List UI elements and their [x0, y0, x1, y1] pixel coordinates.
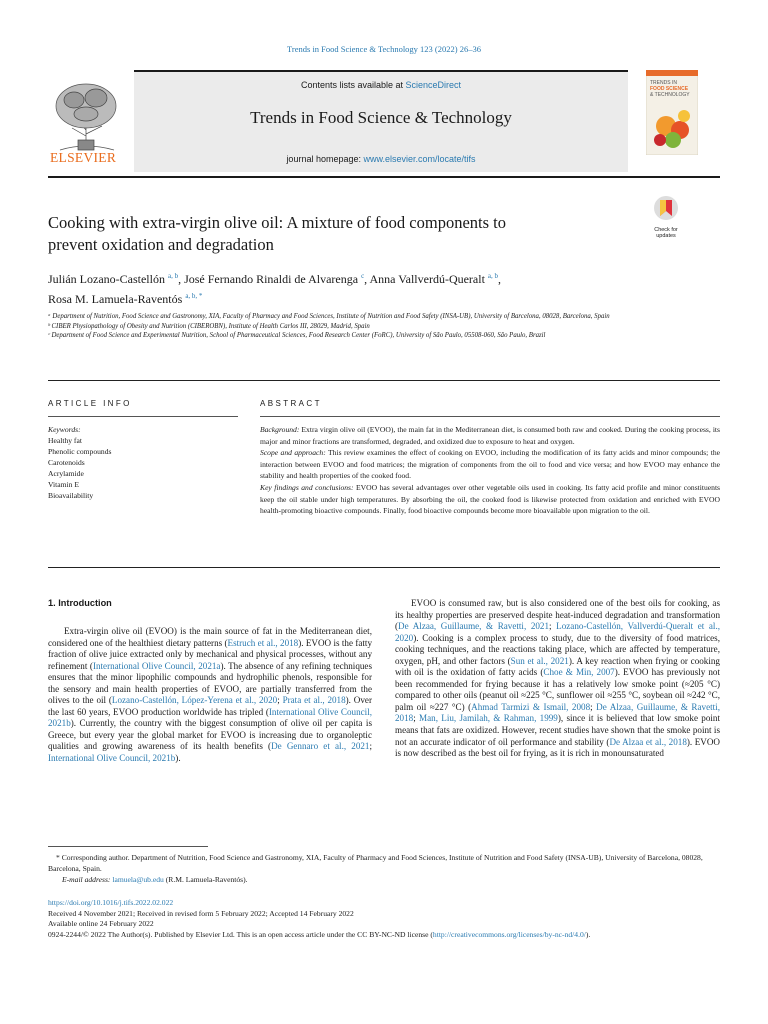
- author-affil-marker[interactable]: a, b, *: [185, 292, 203, 300]
- citation-link[interactable]: Prata et al., 2018: [282, 695, 346, 706]
- body-text: ). EVOO has previously not been recommended for frying because it has a relatively low smoke point (≈205 °C) compared to other oils (peanut oil ≈225 °C, sunflower oil ≈255 °C, soybean oil ≈242 °C, palm oil ≈227 °C) (: [395, 667, 720, 712]
- journal-cover[interactable]: [646, 70, 698, 155]
- abstract-label: Key findings and conclusions:: [260, 482, 354, 492]
- cover-title: [650, 80, 696, 98]
- keyword: Carotenoids: [48, 458, 85, 467]
- abstract-label: Background:: [260, 425, 300, 434]
- publisher-wordmark: ELSEVIER: [50, 150, 117, 165]
- citation-link[interactable]: De Alzaa, Guillaume, & Ravetti, 2021: [398, 621, 550, 632]
- author-affil-marker[interactable]: c: [361, 272, 365, 280]
- title-line: Cooking with extra-virgin olive oil: A mixture of food components to: [48, 213, 506, 232]
- keywords-label: Keywords:: [48, 425, 81, 434]
- email-suffix: (R.M. Lamuela-Raventós).: [163, 875, 248, 884]
- license-suffix: ).: [585, 929, 591, 939]
- journal-title: Trends in Food Science & Technology: [250, 108, 512, 127]
- body-text: ). A key reaction when frying or cooking with oil is the oxidation of fatty acids (: [395, 655, 720, 678]
- intro-left-column: [48, 626, 372, 765]
- contents-line: [134, 80, 628, 90]
- body-text: ;: [277, 695, 283, 706]
- journal-masthead: [48, 70, 720, 170]
- article-info-heading: ARTICLE INFO: [48, 399, 132, 408]
- citation-link[interactable]: Lozano-Castellón, Vallverdú-Queralt et al., 2020: [395, 621, 720, 643]
- intro-paragraph: [48, 626, 372, 763]
- license-link[interactable]: http://creativecommons.org/licenses/by-nc-nd/4.0/: [432, 929, 586, 939]
- citation-link[interactable]: De Alzaa, Guillaume, & Ravetti, 2018: [395, 701, 720, 724]
- email-link[interactable]: lamuela@ub.edu: [112, 875, 164, 884]
- keyword: Phenolic compounds: [48, 447, 112, 456]
- article-metadata: [48, 898, 720, 940]
- masthead-rule: [48, 176, 720, 178]
- body-text: ;: [413, 713, 420, 724]
- abstract-text: EVOO has several advantages over other vegetable oils used in cooking. Its fatty acid profile and minor constituents keep the oil stable under high temperatures. By absorbing the oil, the cooked food is likewise protected from oxidation and enriched with EVOO health-promoting bioactive compounds. Finally, food bioactive compounds become more bioavailable upon migration to the oil.: [260, 482, 721, 516]
- keyword: Acrylamide: [48, 469, 84, 478]
- body-text: ;: [369, 741, 372, 752]
- article-title: [48, 212, 608, 256]
- email-label: E-mail address:: [62, 875, 113, 884]
- section-heading-introduction: 1. Introduction: [48, 598, 112, 608]
- affiliation-rule: [48, 380, 720, 381]
- citation-link[interactable]: International Olive Council, 2021a: [92, 660, 221, 671]
- citation-link[interactable]: Sun et al., 2021: [510, 655, 569, 666]
- check-for-updates-badge[interactable]: [646, 194, 686, 238]
- abstract-text: Extra virgin olive oil (EVOO), the main fat in the Mediterranean diet, is consumed both raw and cooked. During the cooking process, its major and minor fractions are transformed, degraded, and oxidized due to exposure to heat and oxygen.: [260, 425, 720, 446]
- author-list: Julián Lozano-Castellón $^{a, b}$, José Fernando Rinaldi de Alvarenga $^c$, Anna Vallverdú-Queralt $^{a, b}$, Rosa M. Lamuela-Raventós $^{a, b, *}$: [48, 272, 502, 306]
- body-text: ;: [549, 621, 557, 632]
- footnote: [48, 852, 720, 885]
- license-text: 0924-2244/© 2022 The Author(s). Published by Elsevier Ltd. This is an open access article under the CC BY-NC-ND license (: [48, 929, 433, 939]
- body-text: ;: [590, 701, 597, 712]
- abstract-paragraph: [260, 482, 720, 517]
- sciencedirect-link[interactable]: ScienceDirect: [405, 80, 462, 90]
- intro-right-column: [395, 598, 720, 760]
- info-rule: [48, 416, 238, 417]
- running-head[interactable]: Trends in Food Science & Technology 123 (2022) 26–36: [287, 44, 481, 54]
- homepage-prefix: journal homepage:: [286, 154, 364, 164]
- body-text: ). EVOO is the fatty fraction of olive juice extracted only by mechanical and physical processes, without any refinement (: [48, 637, 372, 671]
- keyword: Vitamin E: [48, 480, 79, 489]
- homepage-line: [134, 154, 628, 164]
- author-affil-marker[interactable]: a, b: [167, 272, 179, 280]
- abstract-end-rule: [48, 567, 720, 568]
- received-dates: Received 4 November 2021; Received in revised form 5 February 2022; Accepted 14 February 2022: [48, 908, 354, 918]
- body-text: ), since it is believed that low smoke point means that fats are oxidized. However, recent studies have shown that the smoke point is not an accurate indicator of oil performance and stability (: [395, 713, 720, 747]
- abstract-heading: ABSTRACT: [260, 399, 322, 408]
- author-affil-marker[interactable]: a, b: [487, 272, 499, 280]
- citation-link[interactable]: Man, Liu, Jamilah, & Rahman, 1999: [419, 713, 558, 724]
- citation-link[interactable]: Choe & Min, 2007: [543, 667, 615, 678]
- body-text: Extra-virgin olive oil (EVOO) is the main source of fat in the Mediterranean diet, considered one of the healthiest dietary patterns (: [48, 626, 372, 648]
- body-text: ). Currently, the country with the biggest consumption of olive oil per capita is Greece, but every year the global market for EVOO is increasing due to organoleptic qualities and growing awareness of its health benefits (: [48, 718, 372, 752]
- homepage-link[interactable]: www.elsevier.com/locate/tifs: [363, 154, 476, 164]
- cover-title-line: & TECHNOLOGY: [650, 92, 690, 98]
- corresponding-author-note: * Corresponding author. Department of Nutrition, Food Science and Gastronomy, XIA, Faculty of Pharmacy and Food Sciences, Institute of Nutrition and Food Safety (INSA-UB), University of Barcelona, 08028, Barcelona, Spain.: [48, 853, 703, 873]
- citation-link[interactable]: Lozano-Castellón, López-Yerena et al., 2020: [111, 695, 278, 706]
- bookmark-icon: [646, 194, 686, 222]
- available-online: Available online 24 February 2022: [48, 919, 154, 929]
- abstract-text: This review examines the effect of cooking on EVOO, including the modification of its fatty acids and minor compounds; the interaction between EVOO and food matrices; the migration of components from the oil to food and vice versa; and how EVOO may enhance the stability and health properties of the cooked food.: [260, 448, 720, 481]
- title-line: prevent oxidation and degradation: [48, 235, 274, 254]
- abstract-rule: [260, 416, 720, 417]
- author-name[interactable]: Julián Lozano-Castellón: [48, 272, 165, 286]
- author-name[interactable]: José Fernando Rinaldi de Alvarenga: [184, 272, 359, 286]
- doi-link[interactable]: https://doi.org/10.1016/j.tifs.2022.02.022: [48, 898, 174, 907]
- badge-label: Check for updates: [654, 227, 678, 239]
- abstract-paragraph: [260, 447, 720, 482]
- contents-prefix: Contents lists available at: [300, 80, 406, 90]
- body-text: ). The absence of any refining techniques ensures that the minor lipophilic compounds and hydrophilic phenols, responsible for the sensory and main health properties of EVOO, are partially transferred from the olives to the oil (: [48, 660, 372, 706]
- citation-link[interactable]: International Olive Council, 2021b: [48, 753, 176, 764]
- body-text: ). EVOO is now described as the best oil for frying, as it is rich in monounsaturated: [395, 736, 720, 759]
- body-text: ). Over the last 60 years, EVOO production worldwide has tripled (: [48, 695, 372, 717]
- keywords-block: [48, 424, 238, 501]
- cover-title-line: FOOD SCIENCE: [650, 86, 689, 92]
- cover-title-line: TRENDS IN: [650, 80, 677, 86]
- author-name[interactable]: Anna Vallverdú-Queralt: [369, 272, 485, 286]
- citation-link[interactable]: International Olive Council, 2021b: [48, 706, 372, 729]
- author-name[interactable]: Rosa M. Lamuela-Raventós: [48, 292, 183, 306]
- keyword: Bioavailability: [48, 491, 94, 500]
- body-text: ). Cooking is a complex process to study, due to the diversity of food matrices, cooking techniques, and the reactions taking place, which are affected by temperature, oxygen, pH, and other factors (: [395, 632, 720, 666]
- abstract-label: Scope and approach:: [260, 448, 326, 458]
- intro-paragraph: [395, 598, 720, 758]
- abstract-paragraph: [260, 424, 720, 447]
- affiliation: ᵇ CIBER Physiopathology of Obesity and Nutrition (CIBEROBN), Institute of Health Carlos III, 28029, Madrid, Spain: [48, 322, 370, 330]
- body-text: EVOO is consumed raw, but is also considered one of the best oils for cooking, as its healthy properties are preserved despite heat-induced degradation and transformation (: [395, 598, 720, 632]
- abstract-body: [260, 424, 720, 517]
- citation-link[interactable]: De Alzaa et al., 2018: [609, 736, 687, 747]
- keyword: Healthy fat: [48, 436, 82, 445]
- license-line: [48, 930, 720, 941]
- body-text: ).: [175, 753, 181, 764]
- citation-link[interactable]: Estruch et al., 2018: [227, 637, 299, 648]
- journal-banner: [134, 70, 628, 172]
- affiliation: ᵃ Department of Nutrition, Food Science and Gastronomy, XIA, Faculty of Pharmacy and Food Sciences, Institute of Nutrition and Food Safety (INSA-UB), University of Barcelona, 08028, Barcelona, Spain: [48, 313, 610, 320]
- footnote-rule: [48, 846, 208, 847]
- citation-link[interactable]: Ahmad Tarmizi & Ismail, 2008: [471, 701, 591, 712]
- email-line: [48, 874, 720, 885]
- affiliations: [48, 312, 638, 341]
- affiliation: ᶜ Department of Food Science and Experimental Nutrition, School of Pharmaceutical Sciences, Food Research Center (FoRC), University of São Paulo, 05508-060, São Paulo, Brazil: [48, 332, 546, 340]
- citation-link[interactable]: De Gennaro et al., 2021: [271, 741, 370, 752]
- elsevier-logo[interactable]: [48, 70, 128, 168]
